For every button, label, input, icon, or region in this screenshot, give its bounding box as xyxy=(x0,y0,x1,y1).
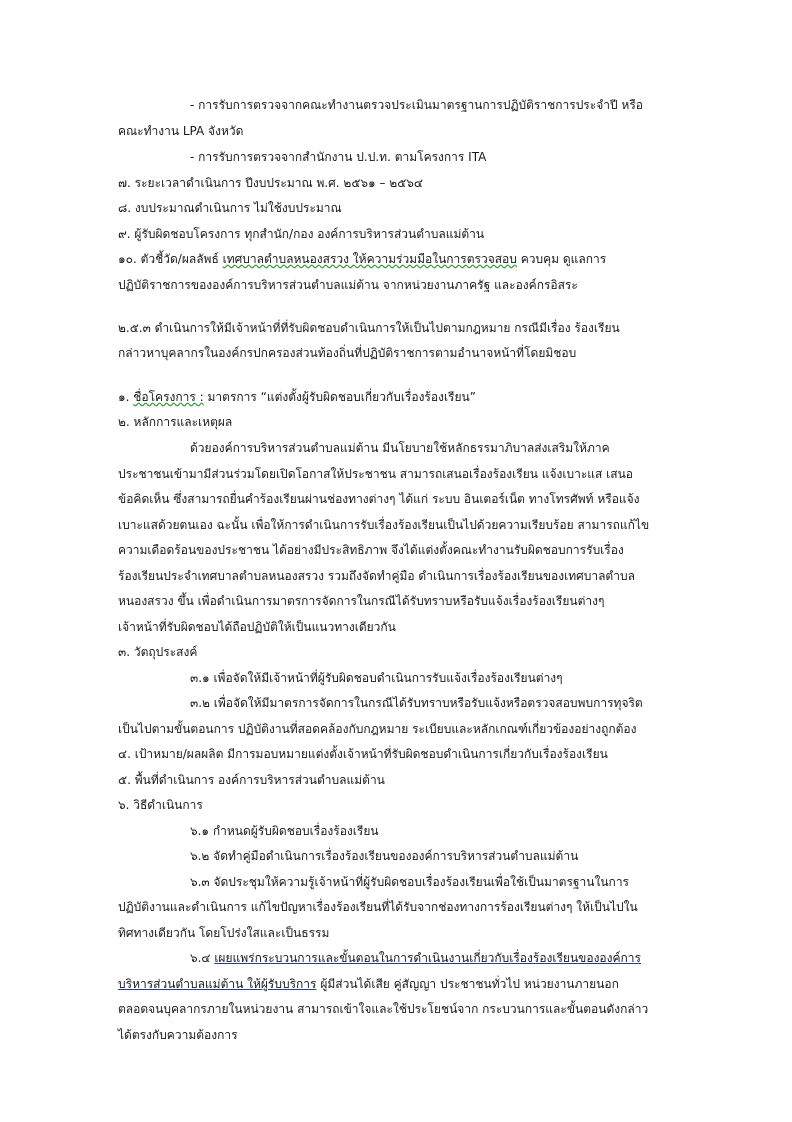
objective-3-2: ๓.๒ เพื่อจัดให้มีมาตรการจัดการในกรณีได้รับทราบหรือรับแจ้งหรือตรวจสอบพบการทุจริต xyxy=(190,696,643,710)
section-7-duration: ๗. ระยะเวลาดำเนินการ ปีงบประมาณ พ.ศ. ๒๕๖๑ – ๒๕๖๔ xyxy=(118,176,423,190)
paragraph-line: ด้วยองค์การบริหารส่วนตำบลแม่ต้าน มีนโยบายใช้หลักธรรมาภิบาลส่งเสริมให้ภาค xyxy=(190,441,610,455)
item-number: ๑. xyxy=(118,390,134,404)
paragraph-line: ข้อคิดเห็น ซึ่งสามารถยื่นคำร้องเรียนผ่านช่องทางต่างๆ ได้แก่ ระบบ อินเตอร์เน็ต ทางโทรศัพท์ หรือแจ้ง xyxy=(118,492,640,506)
text-line: ปฏิบัติราชการขององค์การบริหารส่วนตำบลแม่ต้าน จากหน่วยงานภาครัฐ และองค์กรอิสระ xyxy=(118,278,578,292)
method-6-4 xyxy=(190,950,641,966)
section-9-responsible: ๙. ผู้รับผิดชอบโครงการ ทุกสำนัก/กอง องค์การบริหารส่วนตำบลแม่ต้าน xyxy=(118,227,485,241)
indicator-label: ๑๐. ตัวชี้วัด/ผลลัพธ์ xyxy=(118,252,223,266)
section-2-rationale: ๒. หลักการและเหตุผล xyxy=(118,415,233,429)
section-5-area: ๕. พื้นที่ดำเนินการ องค์การบริหารส่วนตำบลแม่ต้าน xyxy=(118,773,385,787)
paragraph-line: เจ้าหน้าที่รับผิดชอบได้ถือปฏิบัติให้เป็นแนวทางเดียวกัน xyxy=(118,620,396,634)
text-line: กล่าวหาบุคลากรในองค์กรปกครองส่วนท้องถิ่นที่ปฏิบัติราชการตามอำนาจหน้าที่โดยมิชอบ xyxy=(118,346,577,360)
objective-3-1: ๓.๑ เพื่อจัดให้มีเจ้าหน้าที่ผู้รับผิดชอบดำเนินการรับแจ้งเรื่องร้องเรียนต่างๆ xyxy=(190,671,563,685)
paragraph-line: ได้ตรงกับความต้องการ xyxy=(118,1028,238,1042)
section-4-target: ๔. เป้าหมาย/ผลผลิต มีการมอบหมายแต่งตั้งเจ้าหน้าที่รับผิดชอบดำเนินการเกี่ยวกับเรื่องร้องเรียน xyxy=(118,747,608,761)
paragraph-line xyxy=(118,976,619,992)
indicator-underlined-text: เทศบาลตำบลหนองสรวง ให้ความร่วมมือในการตรวจสอบ xyxy=(222,252,517,266)
project-name-line xyxy=(118,389,476,405)
method-6-3: ๖.๓ จัดประชุมให้ความรู้เจ้าหน้าที่ผู้รับผิดชอบเรื่องร้องเรียนเพื่อใช้เป็นมาตรฐานในการ xyxy=(190,875,629,889)
line-rest: ผู้มีส่วนได้เสีย คู่สัญญา ประชาชนทั่วไป หน่วยงานภายนอก xyxy=(316,977,619,991)
paragraph-line: เบาะแสด้วยตนเอง ฉะนั้น เพื่อให้การดำเนินการรับเรื่องร้องเรียนเป็นไปด้วยความเรียบร้อย สามารถแก้ไข xyxy=(118,518,650,532)
section-10-indicator xyxy=(118,251,606,267)
indicator-rest: ควบคุม ดูแลการ xyxy=(516,252,607,266)
paragraph-line: เป็นไปตามขั้นตอนการ ปฏิบัติงานที่สอดคล้องกับกฎหมาย ระเบียบและหลักเกณฑ์เกี่ยวข้องอย่างถูกต้อง xyxy=(118,722,637,736)
method-6-2: ๖.๒ จัดทำคู่มือดำเนินการเรื่องร้องเรียนขององค์การบริหารส่วนตำบลแม่ต้าน xyxy=(190,849,579,863)
project-name-label: ชื่อโครงการ : xyxy=(133,390,204,404)
paragraph-line: ประชาชนเข้ามามีส่วนร่วมโดยเปิดโอกาสให้ประชาชน สามารถเสนอเรื่องร้องเรียน แจ้งเบาะแส เสนอ xyxy=(118,467,633,481)
project-name-value: มาตรการ “แต่งตั้งผู้รับผิดชอบเกี่ยวกับเรื่องร้องเรียน” xyxy=(203,390,476,404)
method-6-4-number: ๖.๔ xyxy=(190,951,215,965)
paragraph-line: ตลอดจนบุคลากรภายในหน่วยงาน สามารถเข้าใจและใช้ประโยชน์จาก กระบวนการและขั้นตอนดังกล่าว xyxy=(118,1002,649,1016)
section-3-objectives: ๓. วัตถุประสงค์ xyxy=(118,645,198,659)
paragraph-line: ความเดือดร้อนของประชาชน ได้อย่างมีประสิทธิภาพ จึงได้แต่งตั้งคณะทำงานรับผิดชอบการรับเรื่อง xyxy=(118,543,624,557)
paragraph-line: หนองสรวง ขึ้น เพื่อดำเนินการมาตรการจัดการในกรณีได้รับทราบหรือรับแจ้งเรื่องร้องเรียนต่างๆ xyxy=(118,594,605,608)
paragraph-line: ร้องเรียนประจำเทศบาลตำบลหนองสรวง รวมถึงจัดทำคู่มือ ดำเนินการเรื่องร้องเรียนของเทศบาลตำบล xyxy=(118,569,635,583)
section-6-method: ๖. วิธีดำเนินการ xyxy=(118,798,203,812)
text-line: คณะทำงาน LPA จังหวัด xyxy=(118,124,244,138)
paragraph-line: ทิศทางเดียวกัน โดยโปร่งใสและเป็นธรรม xyxy=(118,926,330,940)
method-6-4-underlined: เผยแพร่กระบวนการและขั้นตอนในการดำเนินงานเกี่ยวกับเรื่องร้องเรียนขององค์การ xyxy=(214,951,641,965)
method-6-1: ๖.๑ กำหนดผู้รับผิดชอบเรื่องร้องเรียน xyxy=(190,824,379,838)
paragraph-line: ปฏิบัติงานและดำเนินการ แก้ไขปัญหาเรื่องร้องเรียนที่ได้รับจากช่องทางการร้องเรียนต่างๆ ให้เป็นไปใน xyxy=(118,900,638,914)
underlined-continuation: บริหารส่วนตำบลแม่ต้าน ให้ผู้รับบริการ xyxy=(118,977,317,991)
text-line: - การรับการตรวจจากคณะทำงานตรวจประเมินมาตรฐานการปฏิบัติราชการประจำปี หรือ xyxy=(190,98,643,112)
section-8-budget: ๘. งบประมาณดำเนินการ ไม่ใช้งบประมาณ xyxy=(118,201,342,215)
section-2-5-3-heading: ๒.๕.๓ ดำเนินการให้มีเจ้าหน้าที่ที่รับผิดชอบดำเนินการให้เป็นไปตามกฎหมาย กรณีมีเรื่อง ร้องเรียน xyxy=(118,321,620,335)
text-line: - การรับการตรวจจากสำนักงาน ป.ป.ท. ตามโครงการ ITA xyxy=(190,150,487,164)
